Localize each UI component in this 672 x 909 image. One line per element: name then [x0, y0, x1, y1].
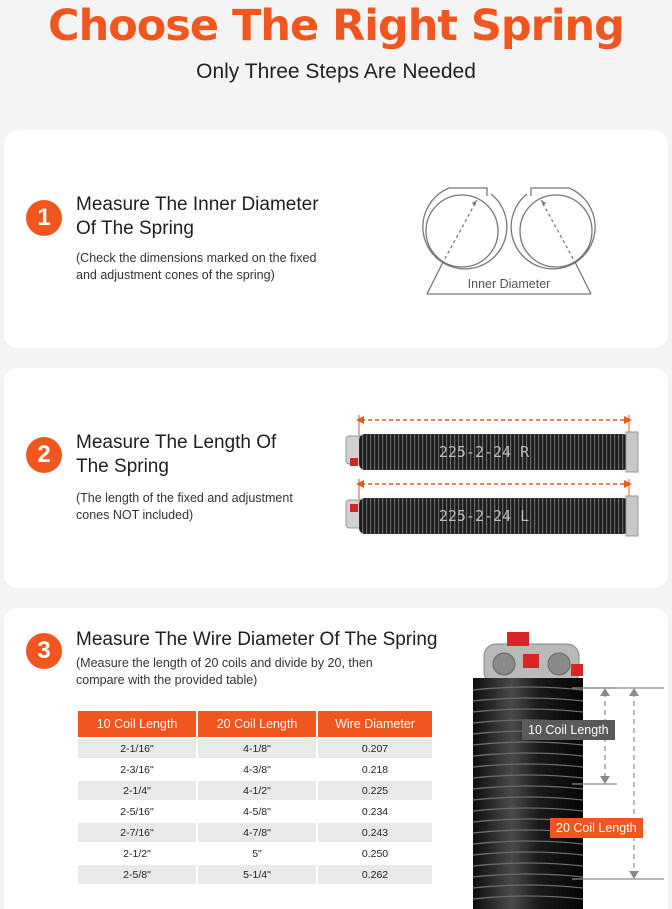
table-cell: 0.262	[318, 865, 432, 884]
right-coil-inner	[520, 195, 592, 267]
table-header-20-coil: 20 Coil Length	[198, 711, 316, 737]
step-1-note-line2: and adjustment cones of the spring)	[76, 268, 275, 282]
coil-spring-closeup	[459, 630, 664, 909]
table-row	[78, 760, 432, 779]
step-1-note-line1: (Check the dimensions marked on the fixed	[76, 251, 317, 265]
table-cell: 4-1/8"	[198, 739, 316, 758]
spring-length-diagram	[342, 412, 642, 540]
page-subtitle: Only Three Steps Are Needed	[196, 60, 476, 83]
coil-stack	[473, 678, 583, 909]
step-1-card	[4, 130, 668, 348]
ten-coil-length-tag: 10 Coil Length	[522, 720, 615, 740]
table-cell: 4-3/8"	[198, 760, 316, 779]
step-1-title-line1: Measure The Inner Diameter	[76, 194, 319, 215]
step-1-badge: 1	[26, 200, 62, 236]
table-cell: 0.218	[318, 760, 432, 779]
step-2-title-line1: Measure The Length Of	[76, 432, 277, 453]
spring-top-label: 225-2-24 R	[438, 443, 530, 461]
step-1-note	[76, 250, 316, 284]
step-3-badge: 3	[26, 633, 62, 669]
table-header-wire-diameter: Wire Diameter	[318, 711, 432, 737]
table-row	[78, 865, 432, 884]
table-cell: 0.225	[318, 781, 432, 800]
table-cell: 2-1/2"	[78, 844, 196, 863]
left-coil-outer	[423, 188, 507, 269]
step-3-title: Measure The Wire Diameter Of The Spring	[76, 629, 438, 650]
step-2-note-line1: (The length of the fixed and adjustment	[76, 491, 293, 505]
step-3-note-line1: (Measure the length of 20 coils and divide by 20, then	[76, 656, 373, 670]
step-2-note-line2: cones NOT included)	[76, 508, 194, 522]
table-header-10-coil: 10 Coil Length	[78, 711, 196, 737]
table-cell: 2-1/4"	[78, 781, 196, 800]
step-2-note	[76, 490, 293, 524]
twenty-coil-length-tag: 20 Coil Length	[550, 818, 643, 838]
step-2-title-line2: The Spring	[76, 456, 169, 477]
step-3-note	[76, 655, 373, 689]
inner-diameter-diagram	[409, 182, 609, 302]
table-cell: 2-5/16"	[78, 802, 196, 821]
table-row	[78, 802, 432, 821]
step-1-title-line2: Of The Spring	[76, 218, 194, 239]
step-2-card	[4, 368, 668, 588]
table-cell: 4-1/2"	[198, 781, 316, 800]
step-1-title	[76, 193, 319, 241]
left-coil-inner	[426, 195, 498, 267]
table-cell: 2-7/16"	[78, 823, 196, 842]
table-cell: 0.207	[318, 739, 432, 758]
table-row	[78, 739, 432, 758]
step-3-note-line2: compare with the provided table)	[76, 673, 258, 687]
table-cell: 5"	[198, 844, 316, 863]
table-row	[78, 844, 432, 863]
step-2-title	[76, 431, 276, 479]
table-cell: 4-5/8"	[198, 802, 316, 821]
step-3-card	[4, 608, 668, 909]
table-cell: 2-1/16"	[78, 739, 196, 758]
spring-bottom-label: 225-2-24 L	[438, 507, 530, 525]
table-cell: 2-5/8"	[78, 865, 196, 884]
table-row	[78, 823, 432, 842]
table-cell: 0.234	[318, 802, 432, 821]
table-cell: 2-3/16"	[78, 760, 196, 779]
table-cell: 4-7/8"	[198, 823, 316, 842]
table-row	[78, 781, 432, 800]
inner-diameter-label: Inner Diameter	[467, 277, 551, 291]
wire-diameter-table	[76, 709, 434, 886]
table-header-row	[78, 711, 432, 737]
table-cell: 0.243	[318, 823, 432, 842]
table-cell: 5-1/4"	[198, 865, 316, 884]
table-cell: 0.250	[318, 844, 432, 863]
right-coil-outer	[511, 188, 595, 269]
page-title: Choose The Right Spring	[48, 1, 624, 51]
step-2-badge: 2	[26, 437, 62, 473]
